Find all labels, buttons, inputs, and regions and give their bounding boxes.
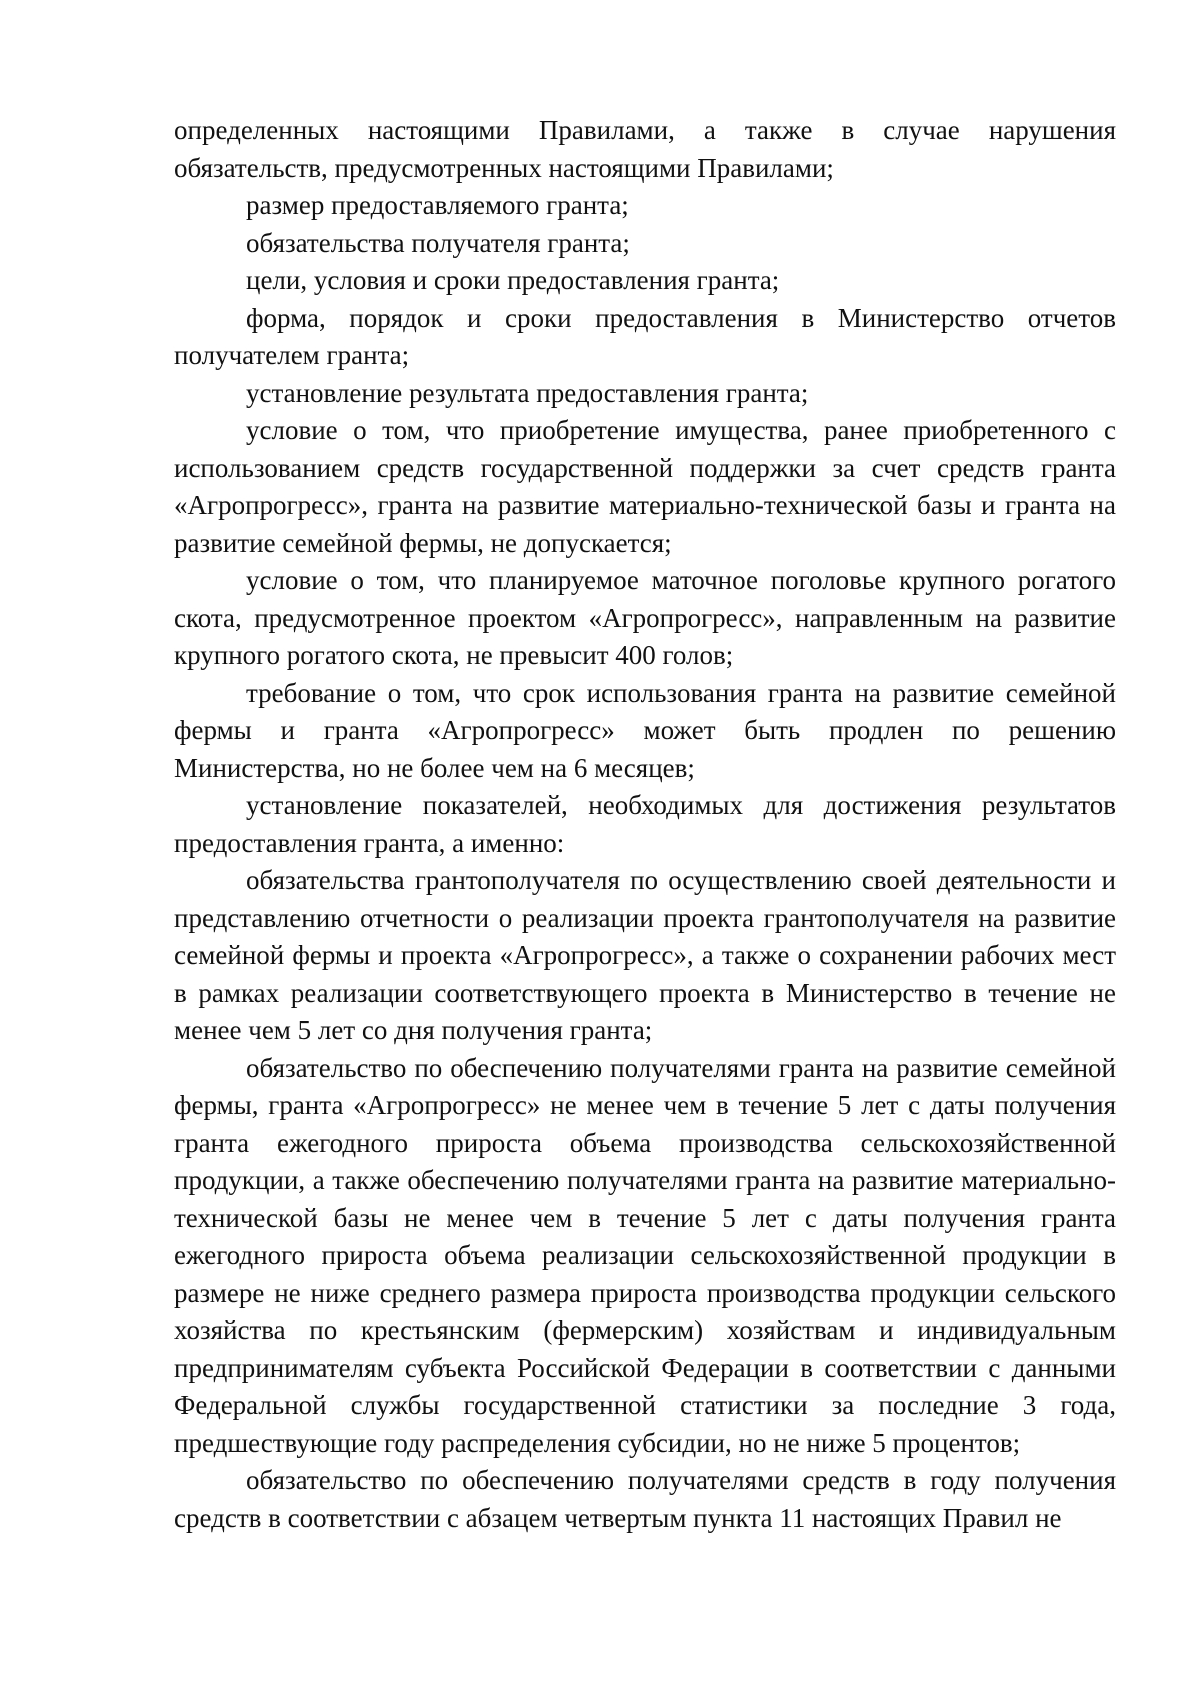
paragraph-production-growth: обязательство по обеспечению получателями гранта на развитие семейной фермы, гранта «Агропрогресс» не менее чем в течение 5 лет с даты получения гранта ежегодного прироста объема производства сельскохозяйственной продукции, а также обеспечению получателями гранта на развитие материально-технической базы не менее чем в течение 5 лет с даты получения гранта ежегодного прироста объема реализации сельскохозяйственной продукции в размере не ниже среднего размера прироста производства продукции сельского хозяйства по крестьянским (фермерским) хозяйствам и индивидуальным предпринимателям субъекта Российской Федерации в соответствии с данными Федеральной службы государственной статистики за последние 3 года, предшествующие году распределения субсидии, но не ниже 5 процентов; (174, 1052, 1116, 1458)
paragraph-continuation: определенных настоящими Правилами, а также в случае нарушения обязательств, предусмотренных настоящими Правилами; (174, 115, 1116, 183)
paragraph-reporting-form: форма, порядок и сроки предоставления в Министерство отчетов получателем гранта; (174, 302, 1116, 370)
paragraph-indicators: установление показателей, необходимых для достижения результатов предоставления гранта, а именно: (174, 790, 1116, 858)
paragraph-extension-requirement: требование о том, что срок использования гранта на развитие семейной фермы и гранта «Агропрогресс» может быть продлен по решению Министерства, но не более чем на 6 месяцев; (174, 677, 1116, 783)
paragraph-grantee-obligations: обязательства грантополучателя по осуществлению своей деятельности и представлению отчетности о реализации проекта грантополучателя на развитие семейной фермы и проекта «Агропрогресс», а также о сохранении рабочих мест в рамках реализации соответствующего проекта в Министерство в течение не менее чем 5 лет со дня получения гранта; (174, 865, 1116, 1045)
paragraph-funds-obligation: обязательство по обеспечению получателями средств в году получения средств в соответствии с абзацем четвертым пункта 11 настоящих Правил не (174, 1465, 1116, 1533)
paragraph-grant-result: установление результата предоставления гранта; (246, 377, 809, 408)
paragraph-grant-size: размер предоставляемого гранта; (246, 190, 629, 220)
document-body (174, 112, 1116, 1537)
paragraph-recipient-obligations: обязательства получателя гранта; (246, 227, 630, 258)
paragraph-property-condition: условие о том, что приобретение имущества, ранее приобретенного с использованием средств государственной поддержки за счет средств гранта «Агропрогресс», гранта на развитие материально-технической базы и гранта на развитие семейной фермы, не допускается; (174, 415, 1116, 558)
paragraph-goals-conditions: цели, условия и сроки предоставления гранта; (246, 265, 780, 295)
paragraph-livestock-condition: условие о том, что планируемое маточное поголовье крупного рогатого скота, предусмотренное проектом «Агропрогресс», направленным на развитие крупного рогатого скота, не превысит 400 голов; (174, 565, 1116, 670)
